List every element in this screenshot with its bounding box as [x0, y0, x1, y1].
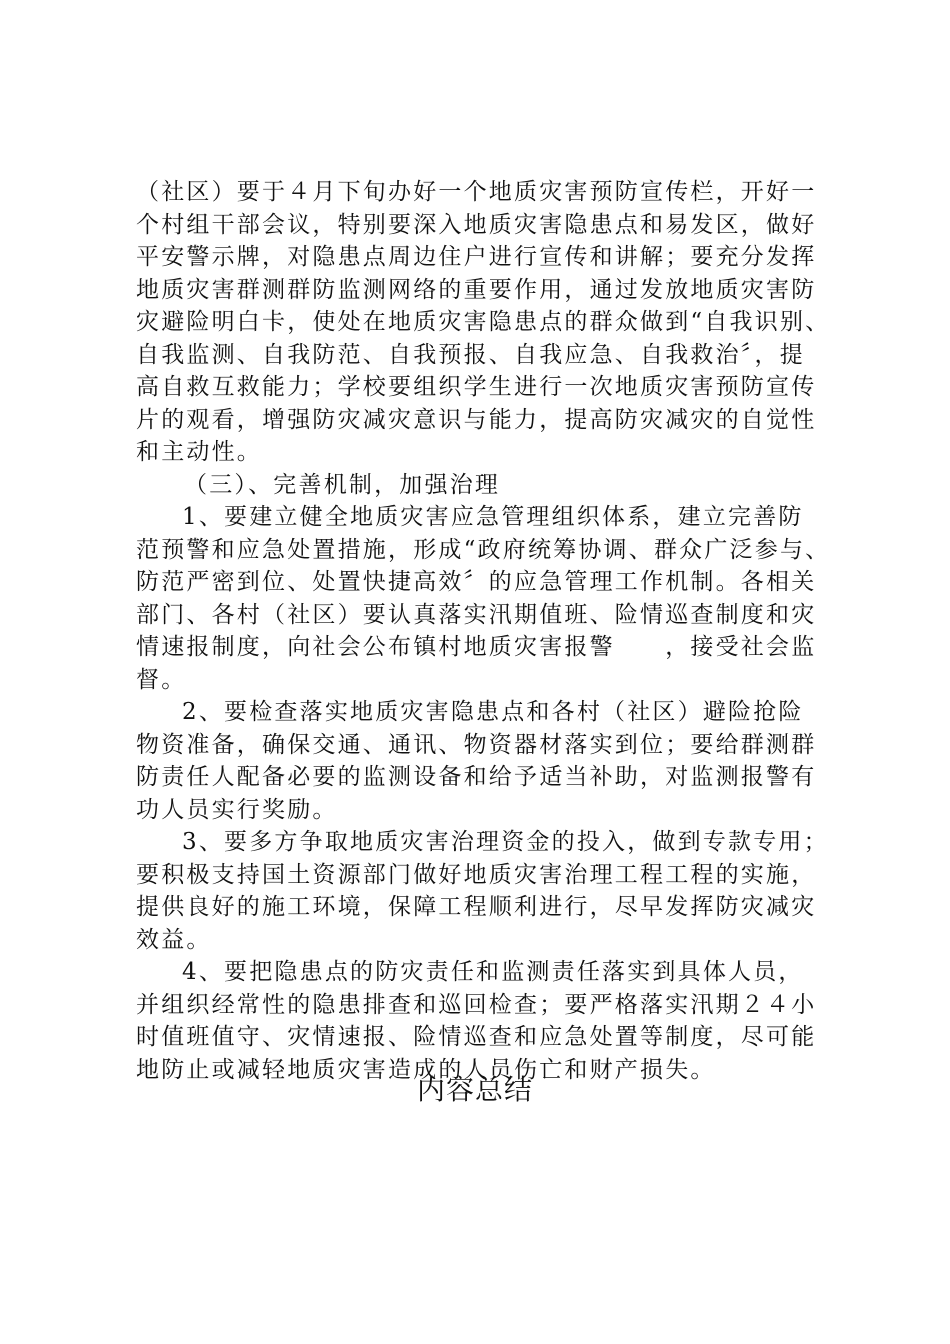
text-line: 3、要多方争取地质灾害治理资金的投入，做到专款专用； — [182, 829, 829, 855]
text-line: 时值班值守、灾情速报、险情巡查和应急处置等制度，尽可能 — [136, 1024, 817, 1050]
text-line: 片的观看，增强防灾减灾意识与能力，提高防灾减灾的自觉性 — [136, 406, 817, 433]
text-line: 防范严密到位、处置快捷高效〞的应急管理工作机制。各相关 — [136, 569, 817, 595]
text-line: 情速报制度，向社会公布镇村地质灾害报警 ，接受社会监 — [136, 634, 817, 660]
text-line: 和主动性。 — [136, 439, 262, 465]
text-line: 2、要检查落实地质灾害隐患点和各村（社区）避险抢险 — [182, 699, 804, 725]
text-line: 范预警和应急处置措施，形成“政府统筹协调、群众广泛参与、 — [136, 536, 831, 563]
section-heading: （三）、完善机制，加强治理 — [184, 471, 501, 498]
text-line: 个村组干部会议，特别要深入地质灾害隐患点和易发区，做好 — [136, 211, 817, 238]
document-body — [136, 176, 848, 1086]
text-line: （社区）要于４月下旬办好一个地质灾害预防宣传栏，开好一 — [136, 179, 817, 205]
text-line: 高自救互救能力；学校要组织学生进行一次地质灾害预防宣传 — [136, 374, 817, 400]
text-line: 效益。 — [136, 926, 212, 953]
text-line: 地防止或减轻地质灾害造成的人员伤亡和财产损失。 — [136, 1056, 716, 1083]
text-line: 部门、各村（社区）要认真落实汛期值班、险情巡查制度和灾 — [136, 601, 817, 628]
text-line: 并组织经常性的隐患排查和巡回检查；要严格落实汛期２４小 — [136, 991, 817, 1018]
text-line: 自我监测、自我防范、自我预报、自我应急、自我救治〞，提 — [136, 341, 805, 368]
text-line: 平安警示牌，对隐患点周边住户进行宣传和讲解；要充分发挥 — [136, 244, 817, 270]
text-line: 4、要把隐患点的防灾责任和监测责任落实到具体人员， — [182, 959, 804, 985]
summary-title: 内容总结 — [416, 1073, 533, 1106]
text-line: 1、要建立健全地质灾害应急管理组织体系，建立完善防 — [182, 504, 804, 530]
text-line: 督。 — [136, 666, 187, 693]
text-line: 要积极支持国土资源部门做好地质灾害治理工程工程的实施， — [136, 861, 817, 888]
text-line: 防责任人配备必要的监测设备和给予适当补助，对监测报警有 — [136, 764, 817, 790]
text-line: 灾避险明白卡，使处在地质灾害隐患点的群众做到“自我识别、 — [136, 309, 831, 335]
text-line: 地质灾害群测群防监测网络的重要作用，通过发放地质灾害防 — [136, 276, 817, 303]
text-line: 物资准备，确保交通、通讯、物资器材落实到位；要给群测群 — [136, 731, 817, 758]
text-line: 提供良好的施工环境，保障工程顺利进行，尽早发挥防灾减灾 — [136, 894, 817, 920]
text-line: 功人员实行奖励。 — [136, 796, 338, 823]
